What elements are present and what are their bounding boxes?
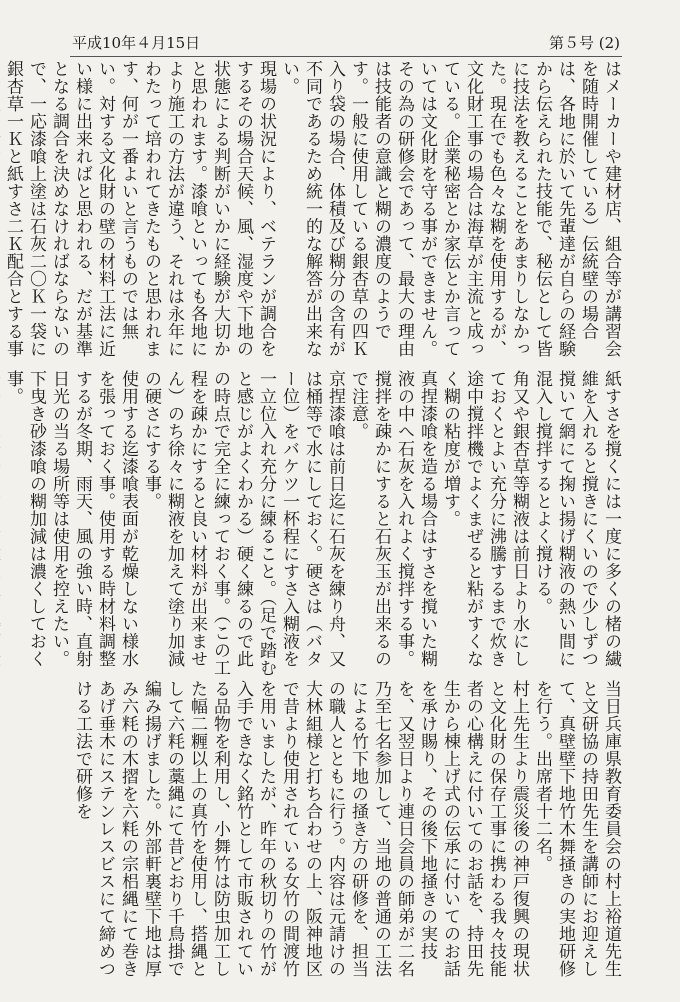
issue-date: 平成10年４月15日 bbox=[72, 34, 201, 52]
paragraph: 真捏漆喰を造る場合はすさを撹いた糊液の中へ石灰を入れよく撹拌する事。撹拌を疎かにすると石灰玉が出来るので注意。 bbox=[348, 370, 437, 668]
article-body bbox=[3, 60, 622, 990]
paragraph: 当日兵庫県教育委員会の村上裕道先生と文研協の持田先生を講師にお迎えして、真壁壁下地竹木舞掻きの実地研修を行う。出席者十二名。 bbox=[532, 680, 621, 978]
paragraph: 村上先生より震災後の神戸復興の現状と文化財の保存工事に携わる我々技能者の心構えに付いてのお話を、持田先生から棟上げ式の伝承に付いてのお話を承け賜り、その後下地掻きの実技を、又翌日より連日会員の師弟が二名乃至七名参加して、当地の普通の工法による竹下地の掻き方の研修を、担当の職人とともに行う。内容は元請けの大林組様と打ち合わせの上、阪神地区で昔より使用されている女竹の間渡竹を用いましたが、昨年の秋切りの竹が入手できなく銘竹として市販されている品物を利用し、小舞竹は防虫加工した幅二糎以上の真竹を使用し、搭縄として六粍の藁縄にて昔どおり千鳥掛で編み揚げました。外部軒裏壁下地は厚み六粍の木摺を六粍の宗梠縄にて巻きあげ垂木にステンレスビスにて締めつける工法で研修を bbox=[72, 680, 529, 978]
paragraph bbox=[0, 370, 1, 682]
page-header bbox=[70, 28, 622, 57]
paragraph: 下曳き砂漆喰の糊加減は濃くしておく事。 bbox=[3, 370, 46, 668]
tier-middle bbox=[3, 370, 622, 682]
issue-number: 第５号 (2) bbox=[548, 34, 620, 52]
tier-top bbox=[3, 60, 622, 372]
paragraph: 角又や銀杏草等糊液は前日より水にしておくとよい充分に沸騰するまで炊き途中撹拌機でよくまぜると粘がすくなく糊の粘度が増す。 bbox=[440, 370, 529, 668]
paragraph: 京捏漆喰は前日迄に石灰を練り舟、又は桶等で水にしておく。硬さは（バター位）をバケツ一杯程にすさ入糊液を一立位入れ充分に練ること。（足で踏むと感じがよくわかる）硬く練るので此の時点で完全に練っておく事。（この工程を疎かにすると良い材料が出来ません）のち徐々に糊液を加えて塗り加減の硬さにする事。 bbox=[141, 370, 345, 677]
paragraph: はメーカーや建材店、組合等が講習会を随時開催している）伝統壁の場合は、各地に於いて先輩達が自らの経験から伝えられた技能で、秘伝として皆に技法を教えることをあまりしなかった。現在でも色々な糊を使用するが、文化財工事の場合は海草が主流と成っている。企業秘密とか家伝とか言っていては文化財を守る事ができません。その為の研修会であって、最大の理由は技能者の意識と糊の濃度のようです。一般に使用している銀杏草の四Ｋ入り袋の場合、体積及び糊分の含有が不同であるため統一的な解答が出来ない。 bbox=[279, 60, 621, 358]
paragraph: 紙すさを撹くには一度に多くの楮の繊維を入れると撹きにくいので少しずつ撹いて網にて掬い揚げ糊液の熱い間に混入し撹拌するとよく撹ける。 bbox=[532, 370, 621, 668]
paragraph: 使用する迄漆喰表面が乾燥しない様水を張っておく事。使用する時材料調整するが冬期、雨天、風の強い時、直射日光の当る場所等は使用を控えたい。 bbox=[49, 370, 138, 668]
paragraph: 現場の状況により、ベテランが調合をするその場合天候、風、湿度や下地の状態による判断がいかに経験が大切かと思われます。漆喰といっても各地により施工の方法が違う、それは永年にわたって培われてきたものと思われます、何が一番よいと言うものでは無い。対する文化財の壁の材料工法に近い様に出来ればと思われる、だが基準となる調合を決めなければならないので、一応漆喰上塗は石灰二〇Ｋ一袋に銀杏草一Ｋと紙すさ二Ｋ配合とする事 bbox=[3, 60, 276, 358]
tier-bottom bbox=[70, 680, 622, 992]
